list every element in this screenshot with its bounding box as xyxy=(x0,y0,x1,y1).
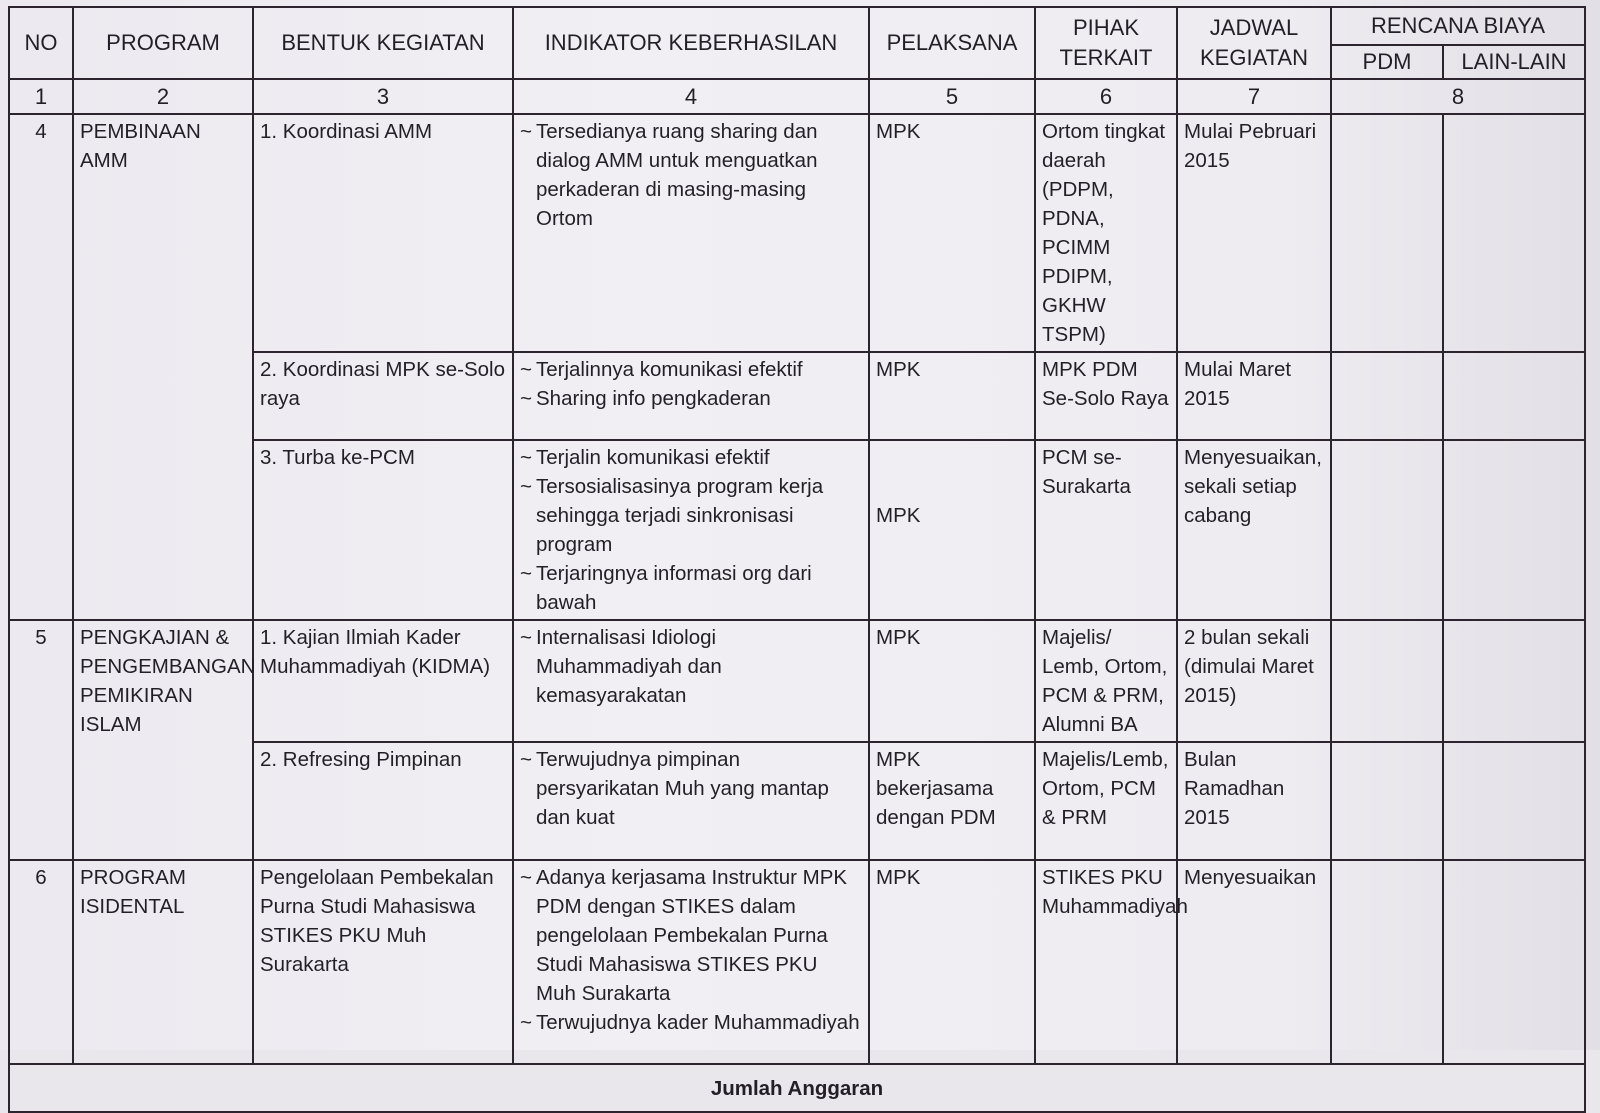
header-bentuk-kegiatan: BENTUK KEGIATAN xyxy=(253,7,513,79)
kegiatan-cell: 2. Koordinasi MPK se-Solo raya xyxy=(253,352,513,440)
indikator-item: ~ Terjalinnya komunikasi efektif xyxy=(536,355,862,384)
pihak-terkait-cell: PCM se-Surakarta xyxy=(1035,440,1177,620)
column-number: 8 xyxy=(1331,79,1585,114)
column-number: 5 xyxy=(869,79,1035,114)
indikator-cell xyxy=(513,860,869,1064)
column-number: 2 xyxy=(73,79,253,114)
indikator-cell xyxy=(513,742,869,860)
header-rencana-biaya: RENCANA BIAYA xyxy=(1331,7,1585,45)
program-name: PROGRAM ISIDENTAL xyxy=(73,860,253,1064)
pelaksana-cell xyxy=(869,440,1035,620)
biaya-lain-cell xyxy=(1443,352,1585,440)
indikator-cell xyxy=(513,114,869,352)
jadwal-cell: Bulan Ramadhan 2015 xyxy=(1177,742,1331,860)
header-lain-lain: LAIN-LAIN xyxy=(1443,45,1585,79)
jadwal-cell: Mulai Maret 2015 xyxy=(1177,352,1331,440)
column-number: 7 xyxy=(1177,79,1331,114)
biaya-lain-cell xyxy=(1443,860,1585,1064)
indikator-item: ~ Terjaringnya informasi org dari bawah xyxy=(536,559,862,617)
header-jadwal: JADWAL KEGIATAN xyxy=(1177,7,1331,79)
indikator-cell xyxy=(513,620,869,742)
pihak-terkait-cell: MPK PDM Se-Solo Raya xyxy=(1035,352,1177,440)
header-no: NO xyxy=(9,7,73,79)
indikator-item: ~ Sharing info pengkaderan xyxy=(536,384,862,413)
program-name: PEMBINAAN AMM xyxy=(73,114,253,620)
header-indikator: INDIKATOR KEBERHASILAN xyxy=(513,7,869,79)
table-row xyxy=(9,114,1585,352)
total-row xyxy=(9,1064,1585,1112)
pelaksana-cell: MPK xyxy=(869,620,1035,742)
biaya-pdm-cell xyxy=(1331,440,1443,620)
table-row xyxy=(9,620,1585,742)
pihak-terkait-cell: STIKES PKU Muhammadiyah xyxy=(1035,860,1177,1064)
column-number: 1 xyxy=(9,79,73,114)
pelaksana-cell: MPK xyxy=(869,860,1035,1064)
column-number: 3 xyxy=(253,79,513,114)
pelaksana-cell: MPK xyxy=(869,114,1035,352)
indikator-item: ~ Terwujudnya pimpinan persyarikatan Muh yang mantap dan kuat xyxy=(536,745,862,832)
kegiatan-cell: Pengelolaan Pembekalan Purna Studi Mahasiswa STIKES PKU Muh Surakarta xyxy=(253,860,513,1064)
header-program: PROGRAM xyxy=(73,7,253,79)
column-number-row xyxy=(9,79,1585,114)
row-number: 5 xyxy=(9,620,73,860)
indikator-cell xyxy=(513,352,869,440)
indikator-item: ~ Internalisasi Idiologi Muhammadiyah dan kemasyarakatan xyxy=(536,623,862,710)
biaya-lain-cell xyxy=(1443,620,1585,742)
kegiatan-cell: 2. Refresing Pimpinan xyxy=(253,742,513,860)
kegiatan-cell: 3. Turba ke-PCM xyxy=(253,440,513,620)
jadwal-cell: Menyesuaikan, sekali setiap cabang xyxy=(1177,440,1331,620)
row-number: 4 xyxy=(9,114,73,620)
pelaksana-text: MPK xyxy=(876,504,921,527)
kegiatan-cell: 1. Kajian Ilmiah Kader Muhammadiyah (KIDMA) xyxy=(253,620,513,742)
column-number: 6 xyxy=(1035,79,1177,114)
indikator-item: ~ Adanya kerjasama Instruktur MPK PDM dengan STIKES dalam pengelolaan Pembekalan Purna Studi Mahasiswa STIKES PKU Muh Surakarta xyxy=(536,863,862,1008)
program-table xyxy=(8,6,1586,1113)
jadwal-cell: 2 bulan sekali (dimulai Maret 2015) xyxy=(1177,620,1331,742)
pihak-terkait-cell: Majelis/ Lemb, Ortom, PCM & PRM, Alumni BA xyxy=(1035,620,1177,742)
biaya-pdm-cell xyxy=(1331,114,1443,352)
header-row xyxy=(9,7,1585,45)
jadwal-cell: Menyesuaikan xyxy=(1177,860,1331,1064)
indikator-item: ~ Terjalin komunikasi efektif xyxy=(536,443,862,472)
indikator-cell xyxy=(513,440,869,620)
header-pdm: PDM xyxy=(1331,45,1443,79)
pihak-terkait-cell: Majelis/Lemb, Ortom, PCM & PRM xyxy=(1035,742,1177,860)
table-row xyxy=(9,860,1585,1064)
biaya-lain-cell xyxy=(1443,440,1585,620)
pelaksana-cell: MPK xyxy=(869,352,1035,440)
pelaksana-cell: MPK bekerjasama dengan PDM xyxy=(869,742,1035,860)
program-name: PENGKAJIAN & PENGEMBANGAN PEMIKIRAN ISLAM xyxy=(73,620,253,860)
biaya-lain-cell xyxy=(1443,742,1585,860)
pihak-terkait-cell: Ortom tingkat daerah (PDPM, PDNA, PCIMM PDIPM, GKHW TSPM) xyxy=(1035,114,1177,352)
biaya-pdm-cell xyxy=(1331,352,1443,440)
biaya-pdm-cell xyxy=(1331,742,1443,860)
indikator-item: ~ Terwujudnya kader Muhammadiyah xyxy=(536,1008,862,1037)
biaya-lain-cell xyxy=(1443,114,1585,352)
row-number: 6 xyxy=(9,860,73,1064)
header-pihak-terkait: PIHAK TERKAIT xyxy=(1035,7,1177,79)
header-pelaksana: PELAKSANA xyxy=(869,7,1035,79)
biaya-pdm-cell xyxy=(1331,620,1443,742)
jadwal-cell: Mulai Pebruari 2015 xyxy=(1177,114,1331,352)
kegiatan-cell: 1. Koordinasi AMM xyxy=(253,114,513,352)
indikator-item: ~ Tersedianya ruang sharing dan dialog AMM untuk menguatkan perkaderan di masing-masing Ortom xyxy=(536,117,862,233)
indikator-item: ~ Tersosialisasinya program kerja sehingga terjadi sinkronisasi program xyxy=(536,472,862,559)
column-number: 4 xyxy=(513,79,869,114)
jumlah-anggaran-label: Jumlah Anggaran xyxy=(9,1064,1585,1112)
biaya-pdm-cell xyxy=(1331,860,1443,1064)
